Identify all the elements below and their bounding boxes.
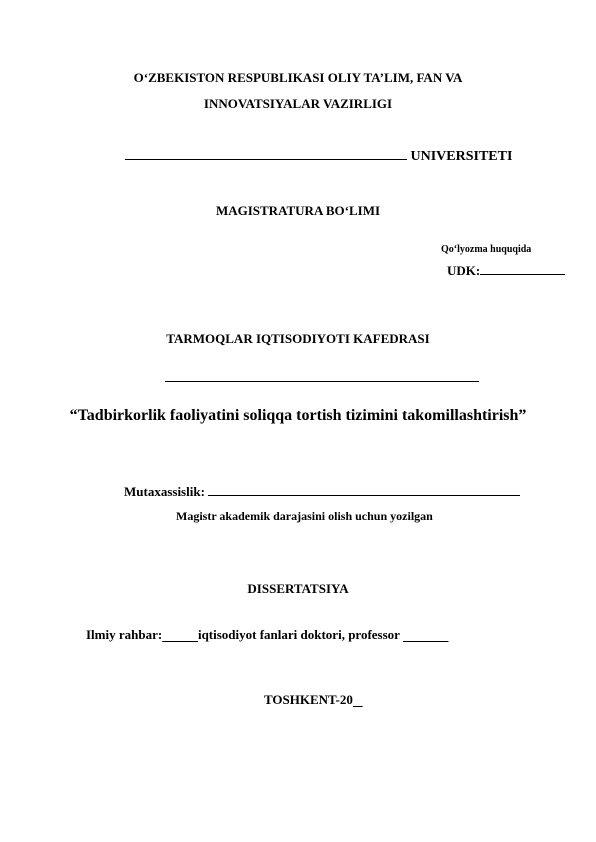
document-type: DISSERTATSIYA (247, 581, 349, 596)
university-label: UNIVERSITETI (410, 149, 513, 164)
udk-line (447, 263, 565, 279)
thesis-title: “Tadbirkorlik faoliyatini soliqqa tortish tizimini takomillashtirish” (69, 407, 527, 424)
author-name-blank (165, 381, 479, 383)
supervisor-name-blank (162, 627, 198, 642)
ministry-line-2: INNOVATSIYALAR VAZIRLIGI (203, 96, 393, 111)
udk-blank (480, 274, 565, 275)
year-blank (353, 692, 363, 707)
specialty-line (124, 484, 520, 500)
university-name-blank (125, 159, 407, 160)
ministry-line-1: O‘ZBEKISTON RESPUBLIKASI OLIY TA’LIM, FAN VA (133, 70, 463, 85)
supervisor-label: Ilmiy rahbar: (86, 627, 163, 642)
department-top: MAGISTRATURA BO‘LIMI (215, 203, 381, 218)
manuscript-note: Qo‘lyozma huquqida (441, 244, 532, 255)
supervisor-title: iqtisodiyot fanlari doktori, professor (197, 627, 400, 642)
supervisor-signature-blank (403, 627, 449, 642)
specialty-blank (208, 495, 520, 496)
footer-city-year (264, 692, 363, 708)
kafedra-name: TARMOQLAR IQTISODIYOTI KAFEDRASI (166, 331, 430, 346)
university-line (125, 149, 512, 165)
specialty-label: Mutaxassislik: (124, 484, 205, 499)
city-year-label: TOSHKENT-20 (264, 692, 353, 707)
supervisor-line (86, 627, 448, 643)
udk-label: UDK: (447, 263, 481, 278)
degree-note: Magistr akademik darajasini olish uchun yozilgan (176, 509, 433, 523)
